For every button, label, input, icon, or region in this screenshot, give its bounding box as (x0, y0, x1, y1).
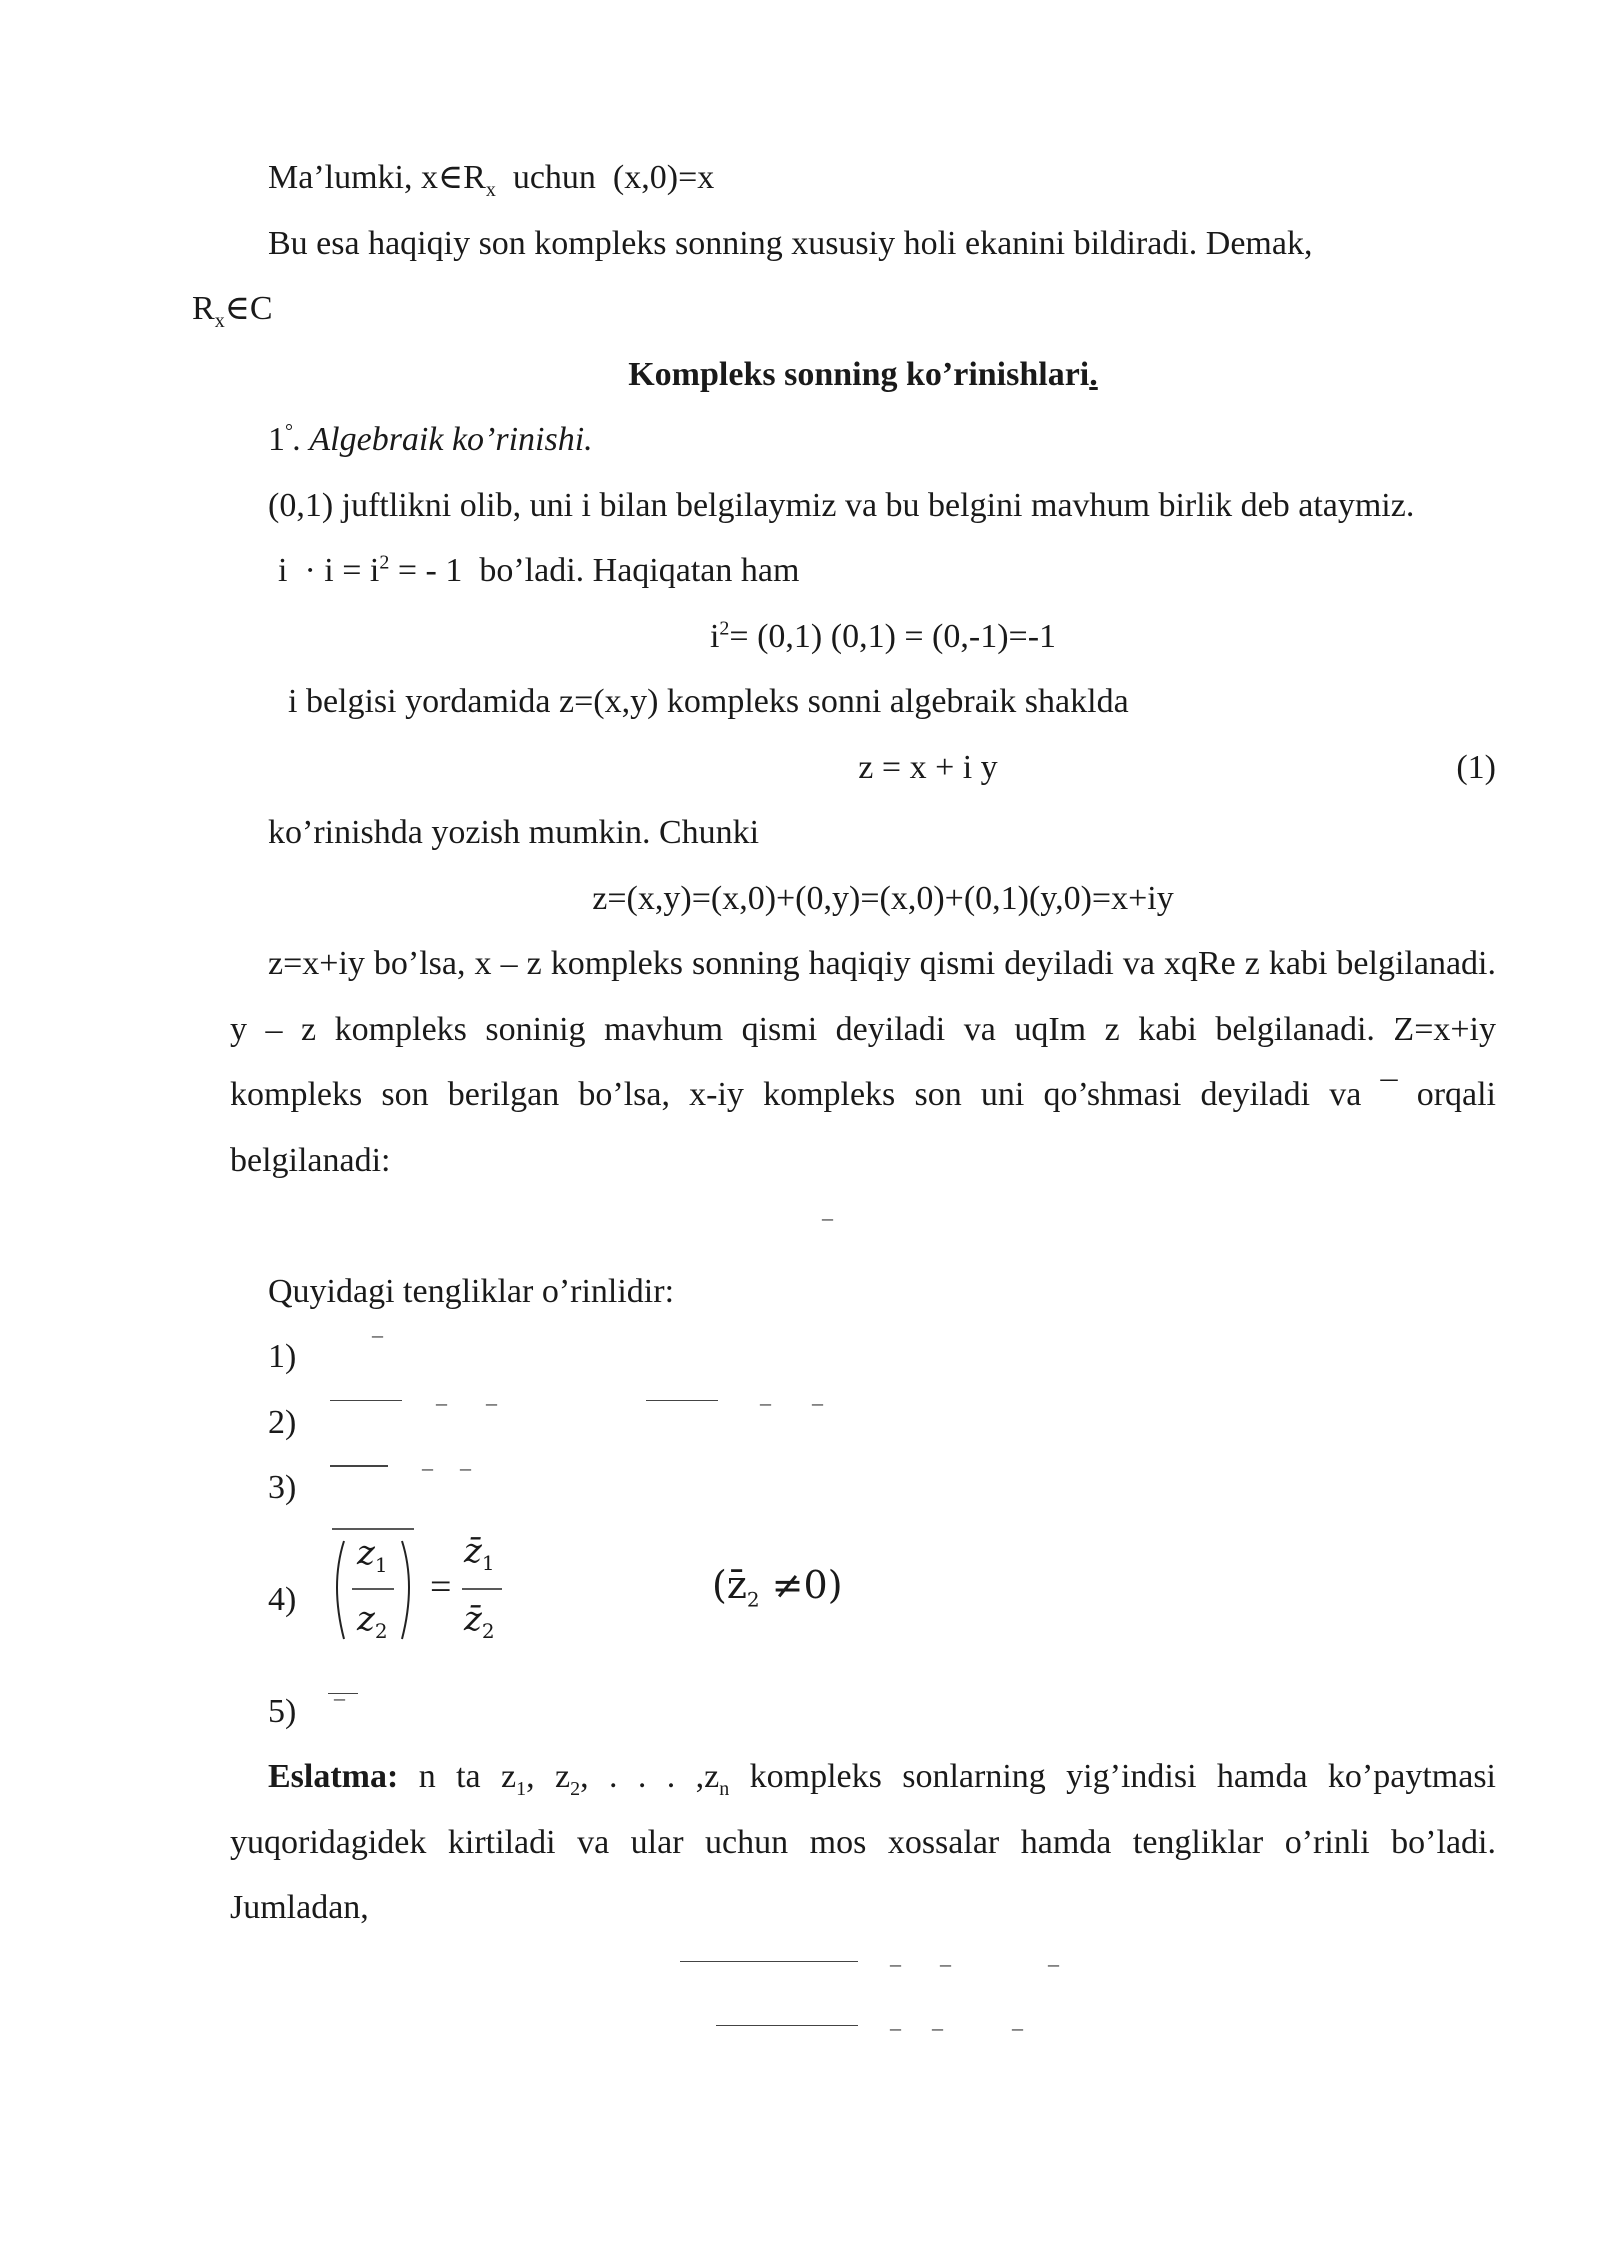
overline-artifact (716, 2025, 858, 2027)
sum-product-formulas (230, 1941, 1496, 2071)
paragraph-belgisi: i belgisi yordamida z=(x,y) kompleks sonni algebraik shaklda (288, 683, 1129, 720)
list-item-1 (230, 1324, 1496, 1390)
artifact-dash: – (940, 1950, 951, 1976)
artifact-dash: – (436, 1389, 447, 1415)
item-number: 1) (268, 1338, 297, 1375)
text: ∈C (224, 290, 273, 327)
subscript: 2 (570, 1777, 581, 1800)
overline-artifact (330, 1465, 388, 1467)
artifact-dash: – (1012, 2014, 1023, 2040)
list-item-4 (230, 1521, 1496, 1679)
equation-number: (1) (1456, 748, 1496, 786)
list-item-2 (230, 1390, 1496, 1456)
text: i (709, 617, 720, 655)
equals-sign: = (430, 1565, 452, 1608)
text: = - 1 bo’ladi. Haqiqatan ham (389, 552, 800, 589)
artifact-dash: – (334, 1684, 345, 1710)
superscript: 2 (379, 551, 390, 574)
artifact-dash: – (760, 1389, 771, 1415)
paragraph-juftlik: (0,1) juftlikni olib, uni i bilan belgilaymiz va bu belgini mavhum birlik deb ataymiz. (268, 486, 1415, 524)
section-number: 1 (268, 421, 285, 458)
equation-1: z = x + i y (858, 748, 998, 786)
note-label: Eslatma: (268, 1758, 399, 1795)
blank-formula-line (230, 1193, 1496, 1259)
section-heading (230, 342, 1496, 408)
artifact-dash: – (1048, 1950, 1059, 1976)
subscript: x (214, 309, 225, 332)
subscript: 1 (516, 1777, 527, 1800)
artifact-dash: – (890, 1950, 901, 1976)
artifact-dash: – (932, 2014, 943, 2040)
condition-note: $(z̄_2 \ne 0)$ (712, 1562, 843, 1612)
artifact-dash: – (422, 1455, 433, 1480)
item-number: 2) (268, 1403, 297, 1441)
text: n ta z (398, 1758, 517, 1795)
conjugate-numerator: $z̄_1$ (464, 1530, 495, 1575)
artifact-dash: – (486, 1389, 497, 1415)
conjugate-denominator: $z̄_2$ (464, 1598, 495, 1643)
item-number: 3) (268, 1469, 297, 1506)
text: Ma’lumki, x∈R (268, 159, 486, 196)
artifact-dash: – (460, 1455, 471, 1480)
text: kompleks sonlarning yig’indisi hamda ko’paytmasi yuqoridagidek kirtiladi va ular uchun mos xossalar hamda tengliklar o’rinli bo’ladi. Jumladan, (230, 1758, 1496, 1926)
line-malumki (230, 145, 1496, 211)
subsection-title (230, 407, 1496, 473)
superscript: 2 (719, 617, 730, 640)
subscript: x (485, 178, 496, 201)
list-item-5 (230, 1679, 1496, 1745)
text: , . . . ,z (580, 1758, 720, 1795)
equation-i-squared (230, 604, 1496, 670)
paragraph-korinishda: ko’rinishda yozish mumkin. Chunki (268, 814, 760, 851)
text: i · i = i (278, 552, 380, 589)
artifact-dash: – (822, 1205, 833, 1230)
item-number: 5) (268, 1692, 297, 1730)
text: uchun (x,0)=x (495, 159, 715, 196)
paragraph-tengliklar: Quyidagi tengliklar o’rinlidir: (268, 1272, 675, 1310)
overline-artifact (330, 1400, 402, 1402)
document-page (192, 145, 1496, 2071)
paragraph-demak (192, 211, 1496, 342)
equation-2: z=(x,y)=(x,0)+(0,y)=(x,0)+(0,1)(y,0)=x+iy (592, 879, 1174, 917)
artifact-dash: – (890, 2014, 901, 2040)
heading-dot: . (1089, 355, 1098, 393)
fraction-denominator: $z_2$ (357, 1598, 388, 1643)
paragraph-qismi: z=x+iy bo’lsa, x – z kompleks sonning haqiqiy qismi deyiladi va xqRe z kabi belgilanadi. y – z kompleks soninig mavhum qismi deyiladi va uqIm z kabi belgilanadi. Z=x+iy kompleks son berilgan bo’lsa, x-iy kompleks son uni qo’shmasi deyiladi va ¯ orqali belgilanadi: (230, 945, 1496, 1179)
overline-artifact (646, 1400, 718, 1402)
subscript: n (719, 1777, 730, 1800)
fraction-numerator: $z_1$ (357, 1532, 388, 1577)
text: = (0,1) (0,1) = (0,-1)=-1 (729, 617, 1057, 655)
paragraph-eslatma (230, 1744, 1496, 1941)
artifact-dash: – (812, 1389, 823, 1415)
section-text: . Algebraik ko’rinishi. (293, 421, 593, 458)
list-item-3 (230, 1455, 1496, 1521)
text: R (192, 290, 215, 327)
overline-artifact (680, 1961, 858, 1963)
equation-1-row (230, 735, 1496, 801)
degree-sign: ° (285, 420, 293, 443)
text: Bu esa haqiqiy son kompleks sonning xususiy holi ekanini bildiradi. Demak, (268, 224, 1313, 262)
item-number: 4) (268, 1580, 297, 1618)
artifact-dash: – (372, 1322, 383, 1347)
heading-text: Kompleks sonning ko’rinishlari (628, 355, 1090, 393)
line-i-squared (230, 538, 1496, 604)
text: , z (526, 1758, 571, 1795)
